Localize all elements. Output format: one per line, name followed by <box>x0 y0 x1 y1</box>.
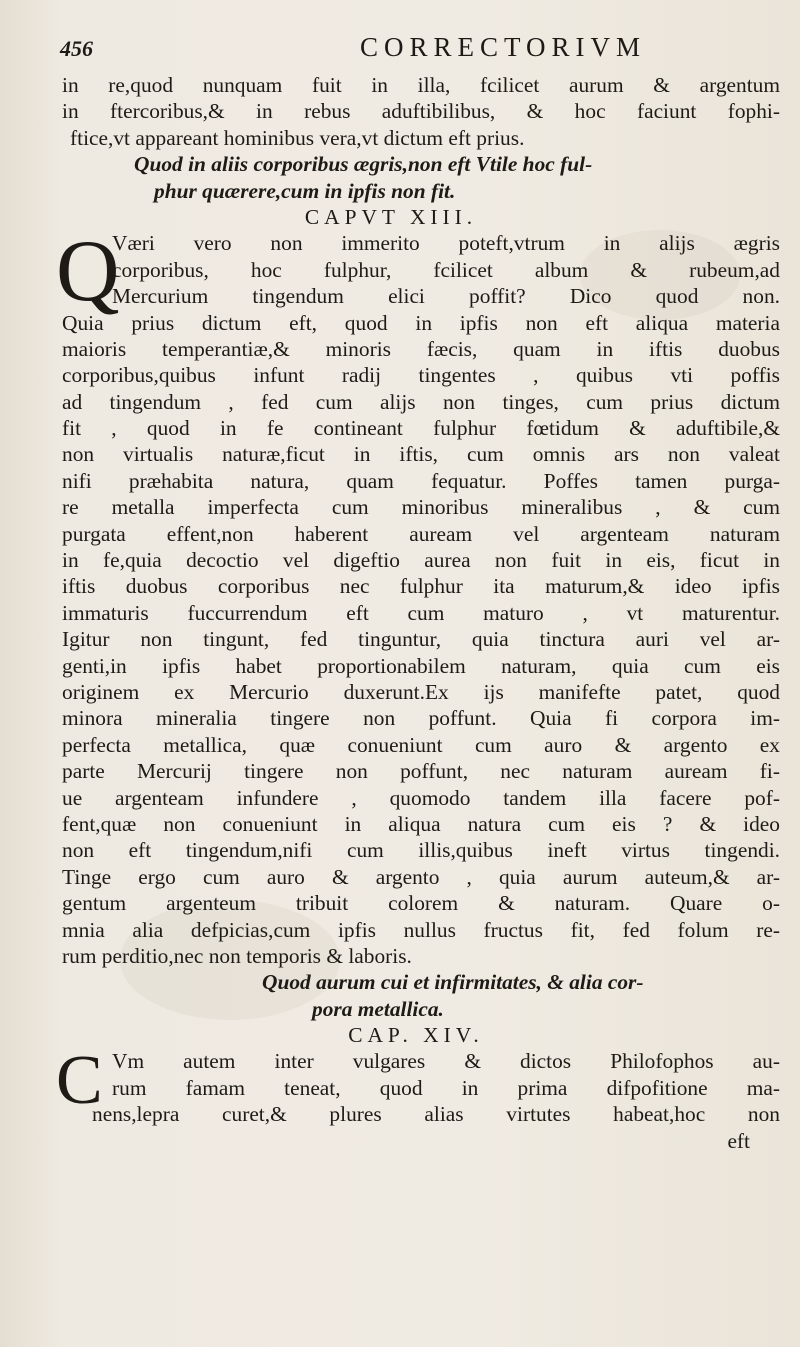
drop-cap-initial: C <box>56 1042 103 1120</box>
text-line: Mercurium tingendum elici poffit? Dico quod non. <box>112 284 780 309</box>
catchword: eft <box>727 1128 750 1153</box>
section-heading-line: phur quærere,cum in ipfis non fit. <box>154 178 456 203</box>
text-line: in re,quod nunquam fuit in illa, fcilicet aurum & argentum <box>62 73 780 97</box>
drop-cap-initial: Q <box>56 223 120 321</box>
text-line: ue argenteam infundere , quomodo tandem illa facere pof- <box>62 785 780 810</box>
chapter-heading: CAP. XIV. <box>348 1023 484 1048</box>
page-header <box>60 32 760 68</box>
text-line: nifi præhabita natura, quam fequatur. Poffes tamen purga- <box>62 468 780 493</box>
text-line: non virtualis naturæ,ficut in iftis, cum omnis ars non valeat <box>62 442 780 467</box>
text-line: corporibus,quibus infunt radij tingentes , quibus vti poffis <box>62 363 780 388</box>
section-heading-line: Quod aurum cui et infirmitates, & alia cor- <box>262 970 644 995</box>
text-line: maioris temperantiæ,& minoris fæcis, quam in iftis duobus <box>62 336 780 361</box>
chapter-heading: CAPVT XIII. <box>304 204 478 229</box>
text-line: rum perditio,nec non temporis & laboris. <box>62 943 412 968</box>
text-line: in fe,quia decoctio vel digeftio aurea non fuit in eis, ficut in <box>62 548 780 573</box>
drop-cap-paragraph <box>56 223 780 321</box>
text-line: non eft tingendum,nifi cum illis,quibus ineft virtus tingendi. <box>62 838 780 863</box>
text-line: fit , quod in fe contineant fulphur fœtidum & aduftibile,& <box>62 416 780 441</box>
text-line: immaturis fuccurrendum eft cum maturo , vt maturentur. <box>62 600 780 625</box>
text-line: iftis duobus corporibus nec fulphur ita maturum,& ideo ipfis <box>62 574 780 599</box>
text-line: re metalla imperfecta cum minoribus mineralibus , & cum <box>62 495 780 520</box>
text-line: Vm autem inter vulgares & dictos Philofophos au- <box>112 1049 780 1074</box>
text-line: Quia prius dictum eft, quod in ipfis non eft aliqua materia <box>62 310 780 335</box>
text-line: rum famam teneat, quod in prima difpofitione ma- <box>112 1075 780 1100</box>
text-line: ftice,vt appareant hominibus vera,vt dictum eft prius. <box>70 125 525 150</box>
text-line: ad tingendum , fed cum alijs non tinges, cum prius dictum <box>62 389 780 414</box>
text-line: genti,in ipfis habet proportionabilem naturam, quia cum eis <box>62 653 780 678</box>
text-line: gentum argenteum tribuit colorem & naturam. Quare o- <box>62 891 780 916</box>
text-line: Igitur non tingunt, fed tinguntur, quia tinctura auri vel ar- <box>62 627 780 652</box>
page-number: 456 <box>60 36 93 61</box>
text-line: perfecta metallica, quæ conueniunt cum auro & argento ex <box>62 732 780 757</box>
text-line: nens,lepra curet,& plures alias virtutes habeat,hoc non <box>92 1102 780 1127</box>
text-line: in ftercoribus,& in rebus aduftibilibus, & hoc faciunt fophi- <box>62 99 780 124</box>
text-line: Tinge ergo cum auro & argento , quia aurum auteum,& ar- <box>62 864 780 889</box>
text-line: minora mineralia tingere non poffunt. Quia fi corpora im- <box>62 706 780 731</box>
text-line: corporibus, hoc fulphur, fcilicet album & rubeum,ad <box>112 257 780 282</box>
main-text <box>56 72 780 1154</box>
text-line: parte Mercurij tingere non poffunt, nec naturam auream fi- <box>62 759 780 784</box>
text-line: purgata effent,non haberent auream vel argenteam naturam <box>62 521 780 546</box>
text-line: fent,quæ non conueniunt in aliqua natura cum eis ? & ideo <box>62 811 780 836</box>
running-head: CORRECTORIVM <box>360 32 647 62</box>
section-heading-line: Quod in aliis corporibus ægris,non eft Vtile hoc ful- <box>134 152 593 177</box>
text-line: originem ex Mercurio duxerunt.Ex ijs manifefte patet, quod <box>62 679 780 704</box>
text-line: Væri vero non immerito poteft,vtrum in alijs ægris <box>112 231 780 256</box>
text-line: mnia alia defpicias,cum ipfis nullus fructus fit, fed folum re- <box>62 917 780 942</box>
section-heading-line: pora metallica. <box>312 996 444 1021</box>
